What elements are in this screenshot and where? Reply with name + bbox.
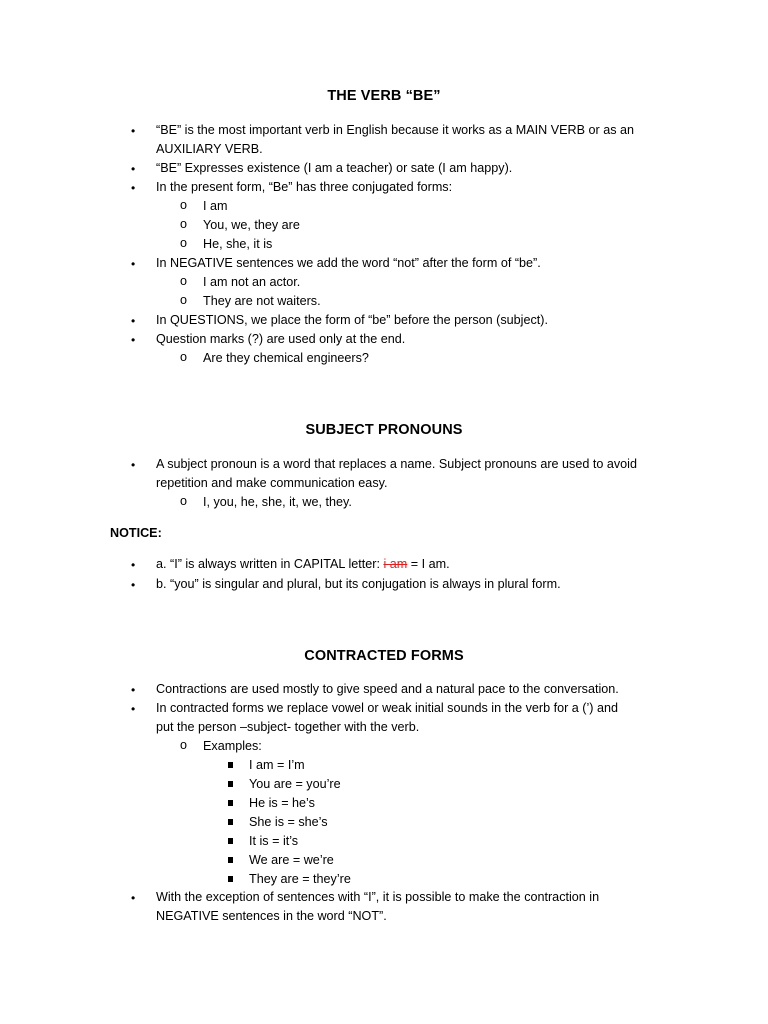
paragraph-line: In NEGATIVE sentences we add the word “not” after the form of “be”. bbox=[156, 256, 541, 270]
notice-a-prefix: a. “I” is always written in CAPITAL letter: bbox=[156, 557, 384, 571]
square-bullet-icon bbox=[228, 838, 233, 844]
square-bullet-icon bbox=[228, 819, 233, 825]
list-item: You are = you’re bbox=[249, 777, 341, 791]
bullet-icon: • bbox=[131, 181, 136, 195]
list-item: It is = it’s bbox=[249, 834, 299, 848]
notice-a-suffix: = I am. bbox=[407, 557, 450, 571]
sub-bullet-icon: o bbox=[180, 236, 188, 250]
list-item: I am bbox=[203, 199, 228, 213]
bullet-icon: • bbox=[131, 558, 136, 572]
section-title-contracted-forms: CONTRACTED FORMS bbox=[304, 648, 464, 664]
paragraph-line: Contractions are used mostly to give speed and a natural pace to the conversation. bbox=[156, 682, 619, 696]
bullet-icon: • bbox=[131, 891, 136, 905]
paragraph-line: “BE” Expresses existence (I am a teacher) or sate (I am happy). bbox=[156, 161, 513, 175]
paragraph-line: AUXILIARY VERB. bbox=[156, 142, 263, 156]
square-bullet-icon bbox=[228, 800, 233, 806]
sub-bullet-icon: o bbox=[180, 198, 188, 212]
sub-bullet-icon: o bbox=[180, 217, 188, 231]
paragraph-line: With the exception of sentences with “I”, it is possible to make the contraction in bbox=[156, 890, 600, 904]
paragraph-line: In contracted forms we replace vowel or weak initial sounds in the verb for a (’) and bbox=[156, 701, 618, 715]
paragraph-line: In QUESTIONS, we place the form of “be” before the person (subject). bbox=[156, 313, 548, 327]
square-bullet-icon bbox=[228, 857, 233, 863]
sub-bullet-icon: o bbox=[180, 293, 188, 307]
bullet-icon: • bbox=[131, 683, 136, 697]
paragraph-line: Question marks (?) are used only at the end. bbox=[156, 332, 406, 346]
bullet-icon: • bbox=[131, 162, 136, 176]
section-title-verb-be: THE VERB “BE” bbox=[327, 88, 441, 104]
sub-bullet-icon: o bbox=[180, 494, 188, 508]
bullet-icon: • bbox=[131, 333, 136, 347]
list-item: I am not an actor. bbox=[203, 275, 301, 289]
list-item: You, we, they are bbox=[203, 218, 300, 232]
list-item: I, you, he, she, it, we, they. bbox=[203, 495, 352, 509]
bullet-icon: • bbox=[131, 702, 136, 716]
list-item: They are not waiters. bbox=[203, 294, 321, 308]
paragraph-line: repetition and make communication easy. bbox=[156, 476, 388, 490]
list-item: We are = we’re bbox=[249, 853, 334, 867]
square-bullet-icon bbox=[228, 781, 233, 787]
notice-label: NOTICE: bbox=[110, 526, 162, 540]
sub-bullet-icon: o bbox=[180, 350, 188, 364]
list-item: I am = I’m bbox=[249, 758, 305, 772]
notice-item-b: b. “you” is singular and plural, but its conjugation is always in plural form. bbox=[156, 577, 561, 591]
list-item: Examples: bbox=[203, 739, 262, 753]
bullet-icon: • bbox=[131, 314, 136, 328]
paragraph-line: A subject pronoun is a word that replaces a name. Subject pronouns are used to avoid bbox=[156, 457, 637, 471]
square-bullet-icon bbox=[228, 762, 233, 768]
bullet-icon: • bbox=[131, 124, 136, 138]
paragraph-line: “BE” is the most important verb in English because it works as a MAIN VERB or as an bbox=[156, 123, 635, 137]
paragraph-line: In the present form, “Be” has three conjugated forms: bbox=[156, 180, 453, 194]
paragraph-line: NEGATIVE sentences in the word “NOT”. bbox=[156, 909, 387, 923]
list-item: Are they chemical engineers? bbox=[203, 351, 369, 365]
notice-item-a bbox=[156, 555, 450, 574]
bullet-icon: • bbox=[131, 257, 136, 271]
square-bullet-icon bbox=[228, 876, 233, 882]
list-item: She is = she’s bbox=[249, 815, 328, 829]
bullet-icon: • bbox=[131, 458, 136, 472]
list-item: He, she, it is bbox=[203, 237, 273, 251]
paragraph-line: put the person –subject- together with the verb. bbox=[156, 720, 420, 734]
list-item: They are = they’re bbox=[249, 872, 351, 886]
sub-bullet-icon: o bbox=[180, 274, 188, 288]
strikethrough-text: i am bbox=[383, 557, 408, 571]
bullet-icon: • bbox=[131, 578, 136, 592]
list-item: He is = he’s bbox=[249, 796, 315, 810]
sub-bullet-icon: o bbox=[180, 738, 188, 752]
section-title-subject-pronouns: SUBJECT PRONOUNS bbox=[305, 422, 463, 438]
